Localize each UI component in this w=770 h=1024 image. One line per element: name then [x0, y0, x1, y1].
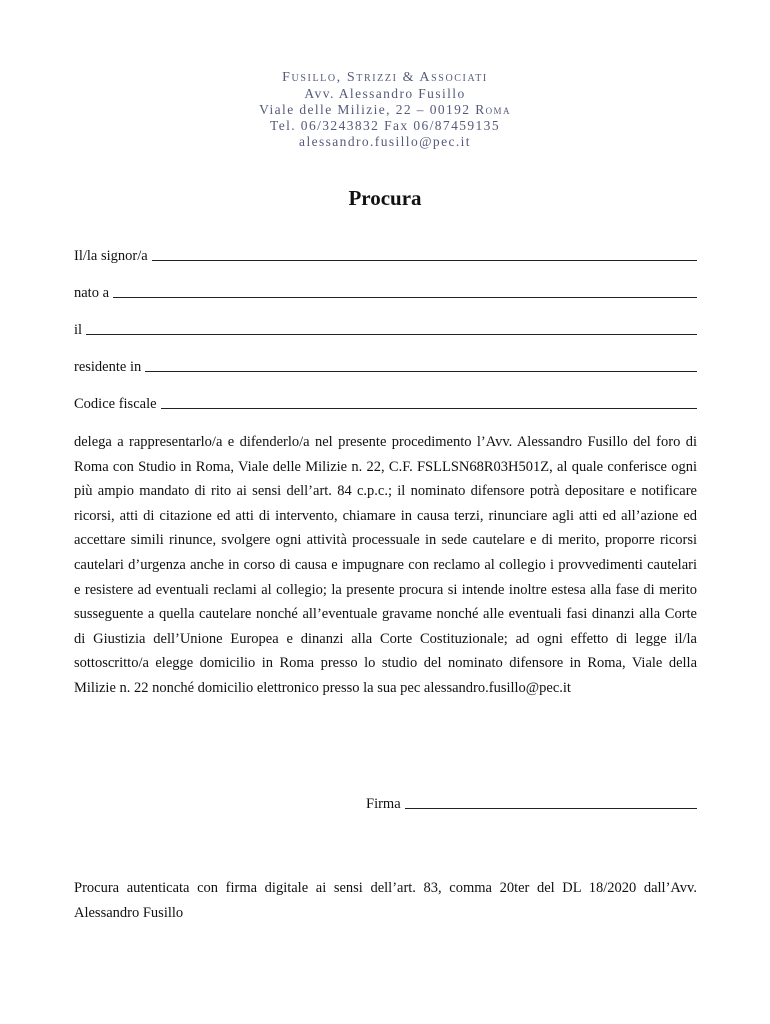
firm-phones: Tel. 06/3243832 Fax 06/87459135	[270, 118, 500, 133]
signature-label: Firma	[366, 796, 401, 812]
signature-line[interactable]	[405, 808, 697, 809]
field-birthplace-label: nato a	[74, 285, 110, 301]
field-residence[interactable]	[74, 356, 697, 376]
letterhead	[0, 70, 770, 150]
lawyer-name: Avv. Alessandro Fusillo	[304, 86, 466, 101]
field-tax-code-label: Codice fiscale	[74, 396, 157, 412]
field-birthplace[interactable]	[74, 282, 697, 302]
signature-field[interactable]	[366, 793, 697, 813]
address-street: Viale delle Milizie, 22 – 00192	[259, 102, 476, 117]
field-name-label: Il/la signor/a	[74, 248, 148, 264]
field-name-line[interactable]	[152, 260, 697, 261]
field-birthdate[interactable]	[74, 319, 697, 339]
field-residence-label: residente in	[74, 359, 142, 375]
firm-address	[0, 102, 770, 118]
field-name[interactable]	[74, 245, 697, 265]
firm-name: Fusillo, Strizzi & Associati	[282, 70, 488, 85]
document-title: Procura	[348, 186, 422, 210]
field-tax-code-line[interactable]	[161, 408, 697, 409]
address-city: Roma	[475, 102, 511, 117]
firm-email: alessandro.fusillo@pec.it	[299, 134, 471, 149]
field-birthdate-line[interactable]	[86, 334, 697, 335]
field-birthplace-line[interactable]	[113, 297, 697, 298]
power-of-attorney-text: delega a rappresentarlo/a e difenderlo/a nel presente procedimento l’Avv. Alessandro Fusillo del foro di Roma con Studio in Roma, Viale delle Milizie n. 22, C.F. FSLLSN68R03H501Z, al quale conferisce ogni più ampio mandato di rito ai sensi dell’art. 84 c.p.c.; il nominato difensore potrà depositare e notificare ricorsi, atti di citazione ed atti di intervento, chiamare in causa terzi, rinunciare agli atti ed all’azione ed accettare simili rinunce, svolgere ogni attività processuale in sede cautelare e di merito, proporre ricorsi cautelari d’urgenza anche in corso di causa e impugnare con reclamo al collegio i provvedimenti cautelari e resistere ad eventuali reclami al collegio; la presente procura si intende inoltre estesa alla fase di merito susseguente a quella cautelare nonché all’eventuale gravame nonché alle eventuali fasi dinanzi alla Corte di Giustizia dell’Unione Europea e dinanzi alla Corte Costituzionale; ad ogni effetto di legge il/la sottoscritto/a elegge domicilio in Roma presso lo studio del nominato difensore in Roma, Viale della Milizie n. 22 nonché domicilio elettronico presso la sua pec alessandro.fusillo@pec.it	[74, 434, 697, 696]
authentication-note: Procura autenticata con firma digitale ai sensi dell’art. 83, comma 20ter del DL 18/2020 dall’Avv. Alessandro Fusillo	[74, 880, 697, 921]
field-birthdate-label: il	[74, 322, 83, 338]
field-residence-line[interactable]	[145, 371, 697, 372]
field-tax-code[interactable]	[74, 393, 697, 413]
